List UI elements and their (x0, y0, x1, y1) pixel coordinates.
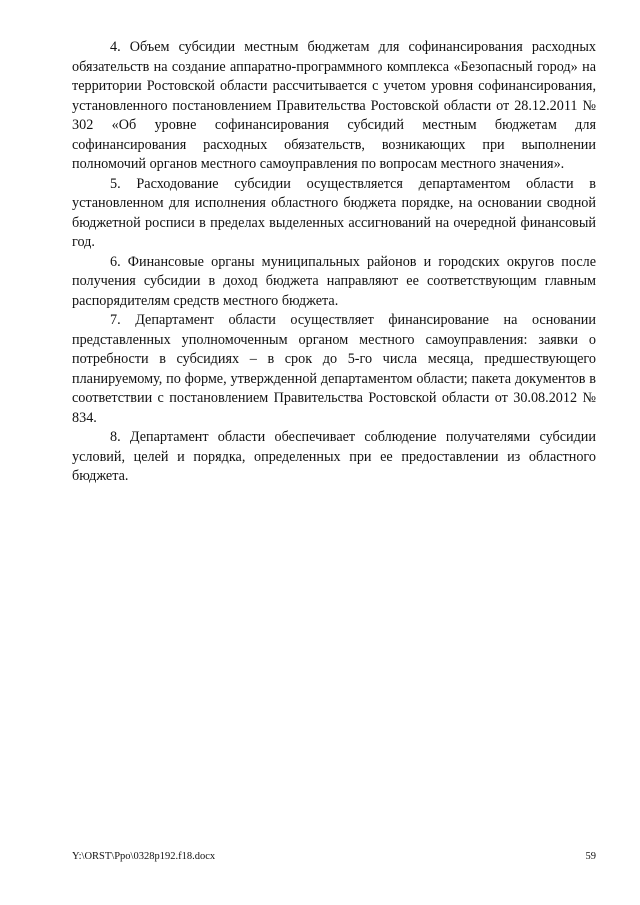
paragraph-5: 5. Расходование субсидии осуществляется департаментом области в установленном для исполнения областного бюджета порядке, на основании сводной бюджетной росписи в пределах выделенных ассигнований на очередной финансовый год. (72, 175, 596, 250)
paragraph-6: 6. Финансовые органы муниципальных районов и городских округов после получения субсидии в доход бюджета направляют ее соответствующим главным распорядителям средств местного бюджета. (72, 253, 596, 309)
footer-page-number: 59 (585, 851, 596, 862)
paragraph-8: 8. Департамент области обеспечивает соблюдение получателями субсидии условий, целей и порядка, определенных при ее предоставлении из областного бюджета. (72, 429, 596, 484)
footer-file-path: Y:\ORST\Ppo\0328p192.f18.docx (72, 851, 216, 862)
document-body (72, 38, 596, 487)
paragraph-7: 7. Департамент области осуществляет финансирование на основании представленных уполномоченным органом местного самоуправления: заявки о потребности в субсидиях – в срок до 5-го числа месяца, предшествующего планируемому, по форме, утвержденной департаментом области; пакета документов в соответствии с постановлением Правительства Ростовской области от 30.08.2012 № 834. (72, 312, 596, 426)
paragraph-4: 4. Объем субсидии местным бюджетам для софинансирования расходных обязательств на создание аппаратно-программного комплекса «Безопасный город» на территории Ростовской области рассчитывается с учетом уровня софинансирования, установленного постановлением Правительства Ростовской области от 28.12.2011 № 302 «Об уровне софинансирования субсидий местным бюджетам для софинансирования расходных обязательств, возникающих при выполнении полномочий органов местного самоуправления по вопросам местного значения». (72, 39, 596, 172)
